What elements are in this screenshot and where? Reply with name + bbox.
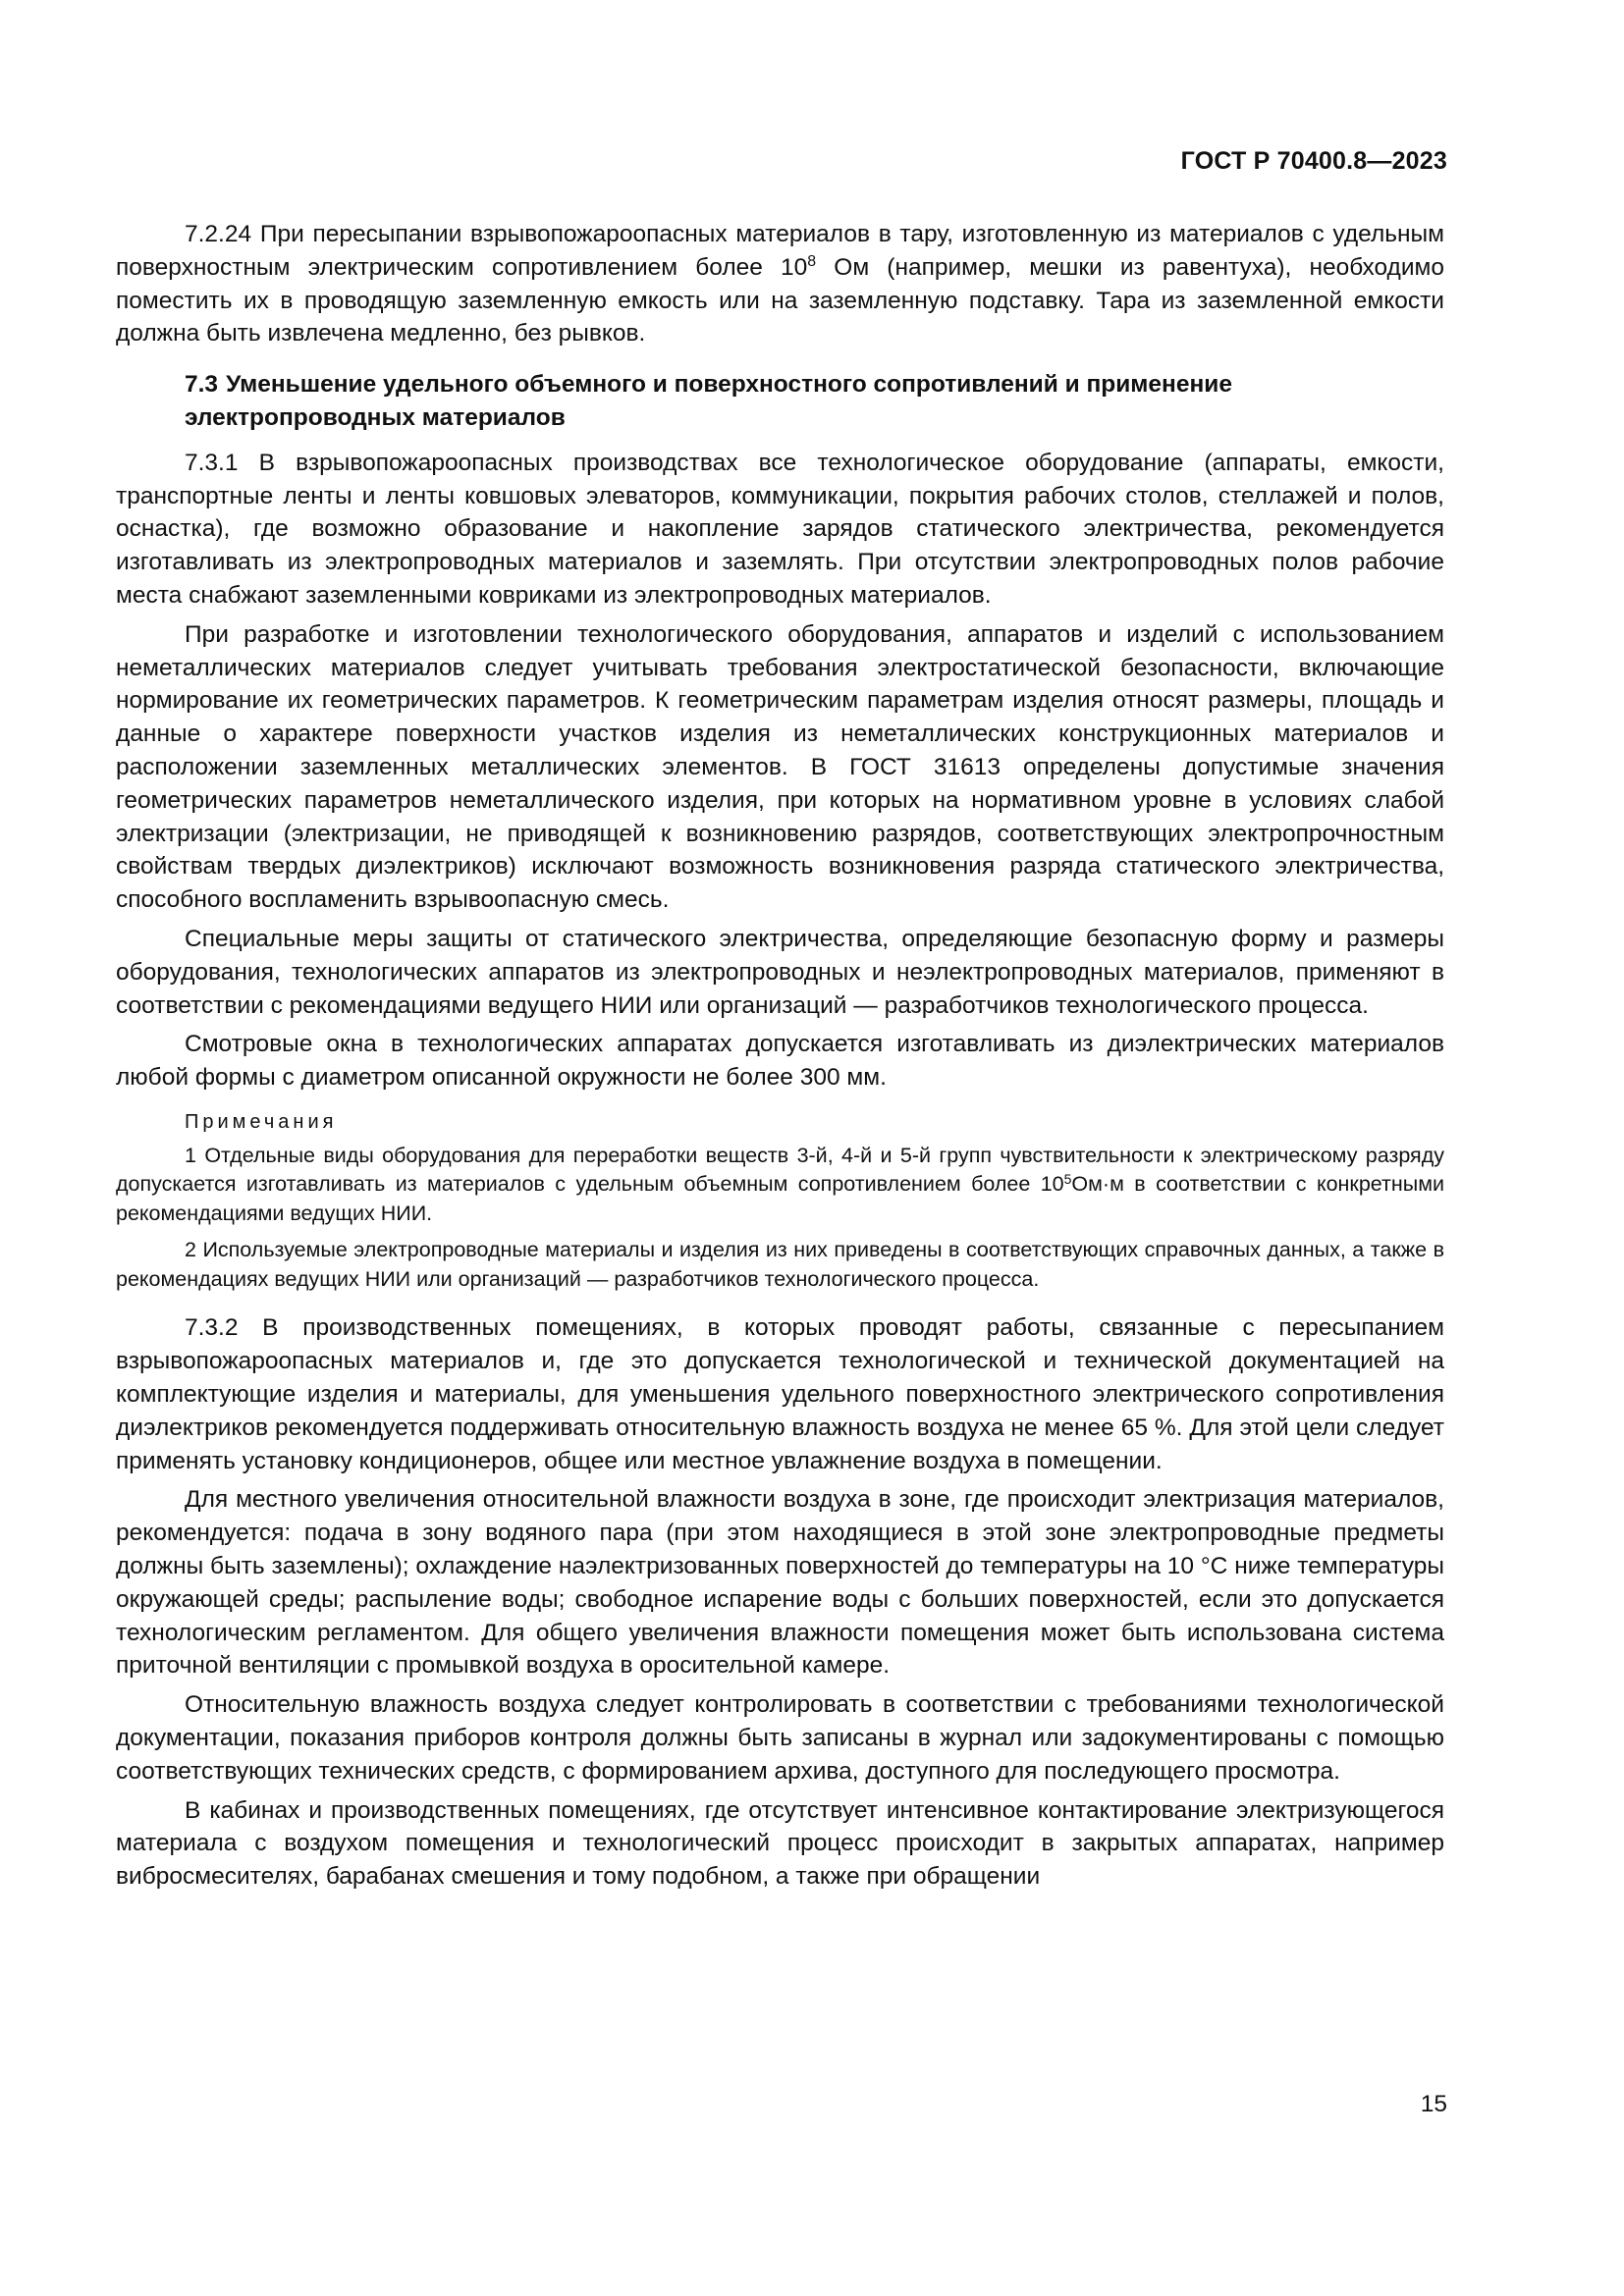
note-1 <box>116 1142 1444 1229</box>
superscript-exponent: 5 <box>1063 1170 1072 1187</box>
spacer <box>116 1302 1444 1311</box>
paragraph-text: Ом (например, мешки из равентуха), необходимо поместить их в проводящую заземленную емкость или на заземленную подставку. Тара из заземленной емкости должна быть извлечена медленно, без рывков. <box>116 253 1444 347</box>
note-2: 2 Используемые электропроводные материалы и изделия из них приведены в соответствующих справочных данных, а также в рекомендациях ведущих НИИ или организаций — разработчиков технологического процесса. <box>116 1238 1444 1291</box>
paragraph: Специальные меры защиты от статического электричества, определяющие безопасную форму и размеры оборудования, технологических аппаратов из электропроводных и неэлектропроводных материалов, применяют в соответствии с рекомендациями ведущего НИИ или организаций — разработчиков технологического процесса. <box>116 925 1444 1019</box>
paragraph: Относительную влажность воздуха следует контролировать в соответствии с требованиями технологической документации, показания приборов контроля должны быть записаны в журнал или задокументированы с помощью соответствующих технических средств, с формированием архива, доступного для последующего просмотра. <box>116 1691 1444 1785</box>
paragraph: При разработке и изготовлении технологического оборудования, аппаратов и изделий с использованием неметаллических материалов следует учитывать требования электростатической безопасности, включающие нормирование их геометрических параметров. К геометрическим параметрам изделия относят размеры, площадь и данные о характере поверхности участков изделия из неметаллических конструкционных материалов и расположении заземленных металлических элементов. В ГОСТ 31613 определены допустимые значения геометрических параметров неметаллического изделия, при которых на нормативном уровне в условиях слабой электризации (электризации, не приводящей к возникновению разрядов, соответствующих электропрочностным свойствам твердых диэлектриков) исключают возможность возникновения разряда статического электричества, способного воспламенить взрывоопасную смесь. <box>116 620 1444 914</box>
document-body <box>116 218 1444 1899</box>
superscript-exponent: 8 <box>807 253 817 271</box>
section-title: Уменьшение удельного объемного и поверхностного сопротивлений и применение электропроводных материалов <box>185 371 1232 431</box>
paragraph-text: 7.2.24 При пересыпании взрывопожароопасных материалов в тару, изготовленную из материалов с удельным поверхностным электрическим сопротивлением более 10 <box>116 221 1444 281</box>
paragraph: В кабинах и производственных помещениях, где отсутствует интенсивное контактирование электризующегося материала с воздухом помещения и технологический процесс происходит в закрытых аппаратах, например вибросмесителях, барабанах смешения и тому подобном, а также при обращении <box>116 1796 1444 1891</box>
note-text: Ом·м в соответствии с конкретными рекомендациями ведущих НИИ. <box>116 1172 1444 1225</box>
note-text: 1 Отдельные виды оборудования для переработки веществ 3-й, 4-й и 5-й групп чувствительности к электрическому разряду допускается изготавливать из материалов с удельным объемным сопротивлением более 10 <box>116 1143 1444 1197</box>
paragraph-7-2-24 <box>116 218 1444 350</box>
page-number: 15 <box>1420 2091 1447 2117</box>
section-heading-7-3 <box>116 368 1444 435</box>
notes-title: Примечания <box>185 1110 338 1133</box>
paragraph: Смотровые окна в технологических аппаратах допускается изготавливать из диэлектрических материалов любой формы с диаметром описанной окружности не более 300 мм. <box>116 1031 1444 1092</box>
paragraph-7-3-1: 7.3.1 В взрывопожароопасных производствах все технологическое оборудование (аппараты, емкости, транспортные ленты и ленты ковшовых элеваторов, коммуникации, покрытия рабочих столов, стеллажей и полов, оснастка), где возможно образование и накопление зарядов статического электричества, рекомендуется изготавливать из электропроводных материалов и заземлять. При отсутствии электропроводных полов рабочие места снабжают заземленными ковриками из электропроводных материалов. <box>116 449 1444 609</box>
document-header: ГОСТ Р 70400.8—2023 <box>1180 147 1447 175</box>
paragraph-7-3-2: 7.3.2 В производственных помещениях, в которых проводят работы, связанные с пересыпанием взрывопожароопасных материалов и, где это допускается технологической и технической документацией на комплектующие изделия и материалы, для уменьшения удельного поверхностного электрического сопротивления диэлектриков рекомендуется поддерживать относительную влажность воздуха не менее 65 %. Для этой цели следует применять установку кондиционеров, общее или местное увлажнение воздуха в помещении. <box>116 1314 1444 1474</box>
section-number: 7.3 <box>185 371 219 399</box>
paragraph: Для местного увеличения относительной влажности воздуха в зоне, где происходит электризация материалов, рекомендуется: подача в зону водяного пара (при этом находящиеся в этой зоне электропроводные предметы должны быть заземлены); охлаждение наэлектризованных поверхностей до температуры на 10 °С ниже температуры окружающей среды; распыление воды; свободное испарение воды с больших поверхностей, если это допускается технологическим регламентом. Для общего увеличения влажности помещения может быть использована система приточной вентиляции с промывкой воздуха в оросительной камере. <box>116 1486 1444 1680</box>
